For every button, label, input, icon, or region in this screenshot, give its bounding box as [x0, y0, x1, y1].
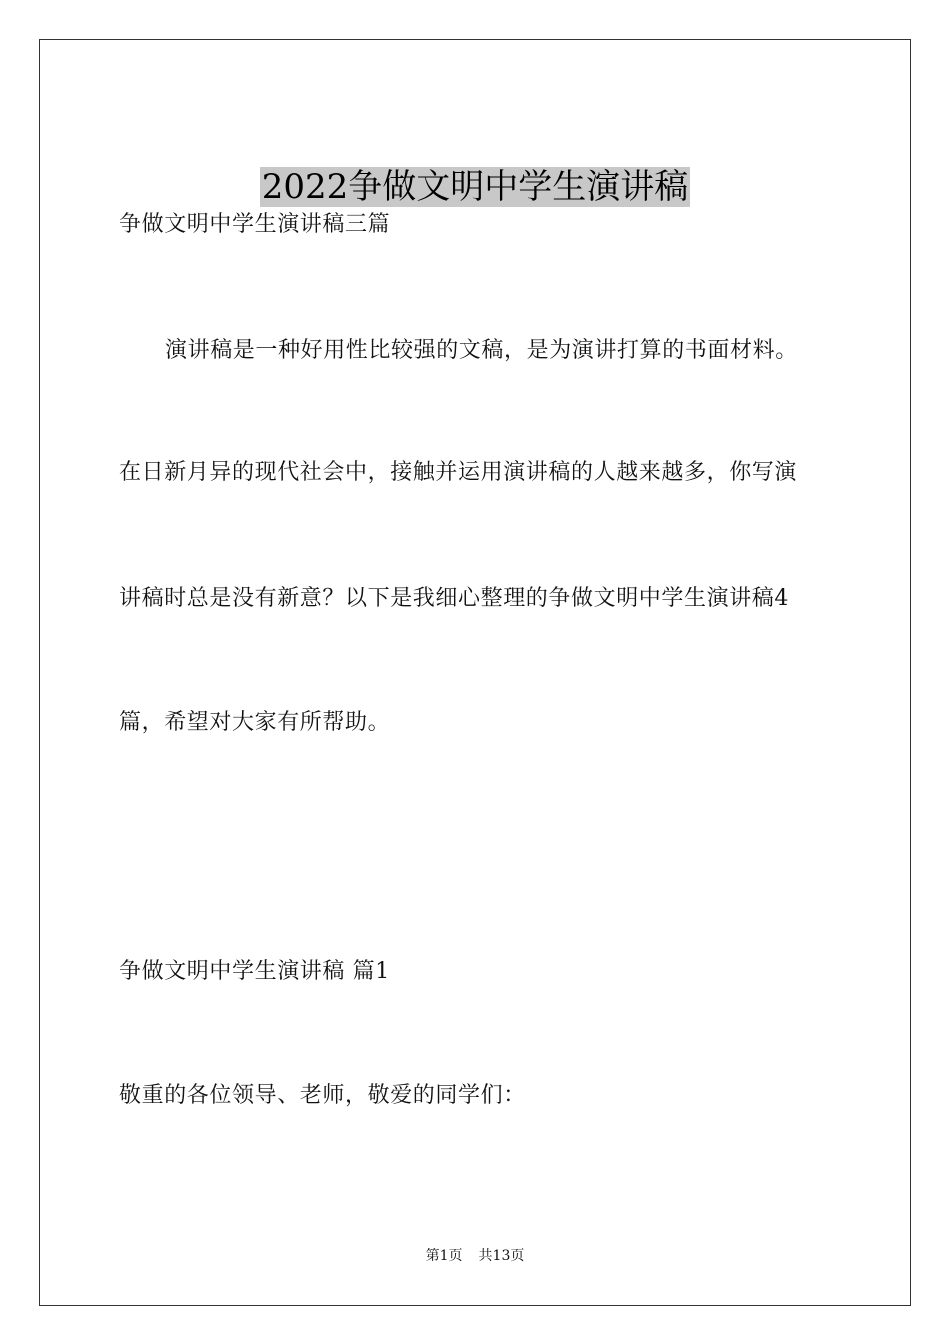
document-page	[39, 39, 911, 1306]
greeting-line: 敬重的各位领导、老师，敬爱的同学们：	[119, 1083, 526, 1108]
paragraph-line: 篇，希望对大家有所帮助。	[119, 710, 391, 735]
paragraph-line: 演讲稿是一种好用性比较强的文稿，是为演讲打算的书面材料。	[165, 338, 798, 363]
document-title-text: 2022争做文明中学生演讲稿	[261, 167, 689, 207]
page-footer	[40, 1246, 910, 1266]
paragraph-line: 讲稿时总是没有新意？以下是我细心整理的争做文明中学生演讲稿4	[119, 586, 789, 611]
subtitle-line: 争做文明中学生演讲稿三篇	[119, 212, 391, 237]
page-total: 共13页	[478, 1248, 525, 1264]
page-number: 第1页	[425, 1248, 463, 1264]
paragraph-line: 在日新月异的现代社会中，接触并运用演讲稿的人越来越多，你写演	[119, 460, 798, 485]
section-heading: 争做文明中学生演讲稿 篇1	[119, 959, 390, 984]
document-title	[40, 164, 910, 210]
